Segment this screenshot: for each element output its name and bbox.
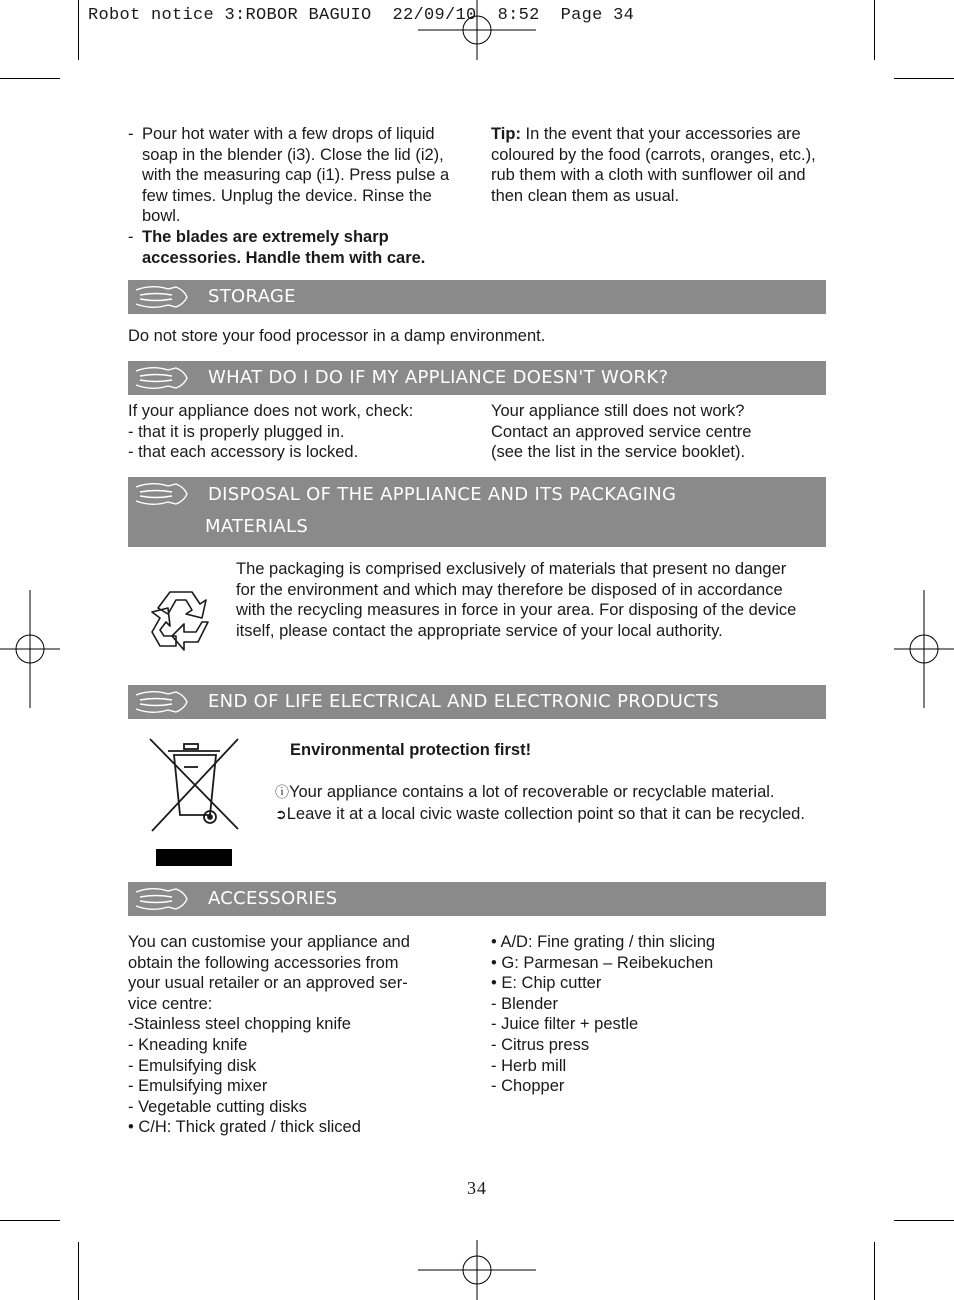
troubleshoot-right (491, 401, 826, 463)
hand-arrow-icon (132, 363, 190, 393)
list-item: • C/H: Thick grated / thick sliced (128, 1118, 361, 1137)
list-item: - The blades are extremely sharp accessories. Handle them with care. (128, 227, 426, 267)
list-item: - Citrus press (491, 1035, 590, 1054)
hand-arrow-icon (132, 282, 190, 312)
print-slug: Robot notice 3:ROBOR BAGUIO 22/09/10 8:52 Page 34 (88, 6, 635, 25)
weee-line-2: Leave it at a local civic waste collection point so that it can be recycled. (286, 804, 805, 823)
text-line: Your appliance still does not work? (491, 402, 745, 420)
disposal-title-line1: DISPOSAL OF THE APPLIANCE AND ITS PACKAGING (208, 484, 677, 505)
troubleshoot-heading-bar (128, 361, 826, 395)
text-line: - that each accessory is locked. (128, 443, 359, 462)
text-line: - that it is properly plugged in. (128, 422, 345, 441)
blade-warning: The blades are extremely sharp accessories. Handle them with care. (142, 227, 426, 267)
list-item: - Emulsifying disk (128, 1056, 257, 1075)
list-item: - Pour hot water with a few drops of liquid soap in the blender (i3). Close the lid (i2), with the measuring cap (i1). Press pulse a few times. Unplug the device. Rinse the bowl. (128, 125, 450, 226)
list-item: - Vegetable cutting disks (128, 1097, 307, 1116)
troubleshoot-title: WHAT DO I DO IF MY APPLIANCE DOESN'T WORK? (208, 367, 669, 388)
hand-arrow-icon (132, 884, 190, 914)
list-item: - Emulsifying mixer (128, 1077, 268, 1096)
arrow-icon: ➲ (275, 806, 287, 823)
disposal-title-line2: MATERIALS (205, 516, 309, 537)
cleaning-step-text: Pour hot water with a few drops of liquid soap in the blender (i3). Close the lid (i2), with the measuring cap (i1). Press pulse a few times. Unplug the device. Rinse the bowl. (142, 125, 450, 226)
list-item: You can customise your appliance and (128, 933, 410, 951)
troubleshoot-left (128, 401, 478, 463)
registration-mark-left (0, 590, 60, 708)
disposal-text: The packaging is comprised exclusively of materials that present no danger for the environment and which may therefore be disposed of in accordance with the recycling measures in force in your area. For disposing of the device itself, please contact the appropriate service of your local authority. (236, 560, 797, 640)
list-item: - Juice filter + pestle (491, 1015, 639, 1034)
list-item: - Kneading knife (128, 1035, 248, 1054)
weee-heading-bar (128, 685, 826, 719)
hand-arrow-icon (132, 687, 190, 717)
weee-line-1: Your appliance contains a lot of recoverable or recyclable material. (289, 783, 775, 801)
list-item: • G: Parmesan – Reibekuchen (491, 953, 714, 972)
tip-label: Tip: (491, 125, 521, 143)
storage-text: Do not store your food processor in a damp environment. (128, 327, 546, 345)
list-item: obtain the following accessories from (128, 953, 399, 972)
list-item: vice centre: (128, 994, 213, 1013)
hand-arrow-icon (132, 479, 190, 509)
tip-text: In the event that your accessories are coloured by the food (carrots, oranges, etc.), rub them with a cloth with sunflower oil and then clean them as usual. (491, 125, 816, 205)
text-line: (see the list in the service booklet). (491, 443, 746, 462)
storage-heading-bar (128, 280, 826, 314)
weee-text (275, 782, 820, 825)
list-item: -Stainless steel chopping knife (128, 1015, 351, 1034)
text-line: Contact an approved service centre (491, 422, 752, 441)
registration-mark-bottom (418, 1240, 536, 1300)
accessories-left (128, 932, 478, 1138)
info-icon: ⓘ (275, 785, 289, 801)
weee-subheading: Environmental protection first! (290, 741, 532, 759)
list-item: - Herb mill (491, 1056, 567, 1075)
disposal-heading-bar (128, 477, 826, 547)
crossed-bin-icon (148, 737, 240, 867)
storage-title: STORAGE (208, 286, 296, 307)
list-item: your usual retailer or an approved ser- (128, 974, 408, 993)
recycle-icon (146, 584, 220, 656)
tip-paragraph (491, 124, 821, 206)
accessories-right (491, 932, 826, 1097)
list-item: • A/D: Fine grating / thin slicing (491, 933, 716, 951)
list-item: - Chopper (491, 1077, 565, 1096)
cleaning-instructions (128, 124, 468, 268)
text-line: If your appliance does not work, check: (128, 402, 414, 420)
weee-title: END OF LIFE ELECTRICAL AND ELECTRONIC PRODUCTS (208, 691, 720, 712)
accessories-heading-bar (128, 882, 826, 916)
page-number: 34 (467, 1178, 487, 1198)
list-item: • E: Chip cutter (491, 974, 602, 993)
list-item: - Blender (491, 994, 558, 1013)
accessories-title: ACCESSORIES (208, 888, 338, 909)
registration-mark-right (894, 590, 954, 708)
